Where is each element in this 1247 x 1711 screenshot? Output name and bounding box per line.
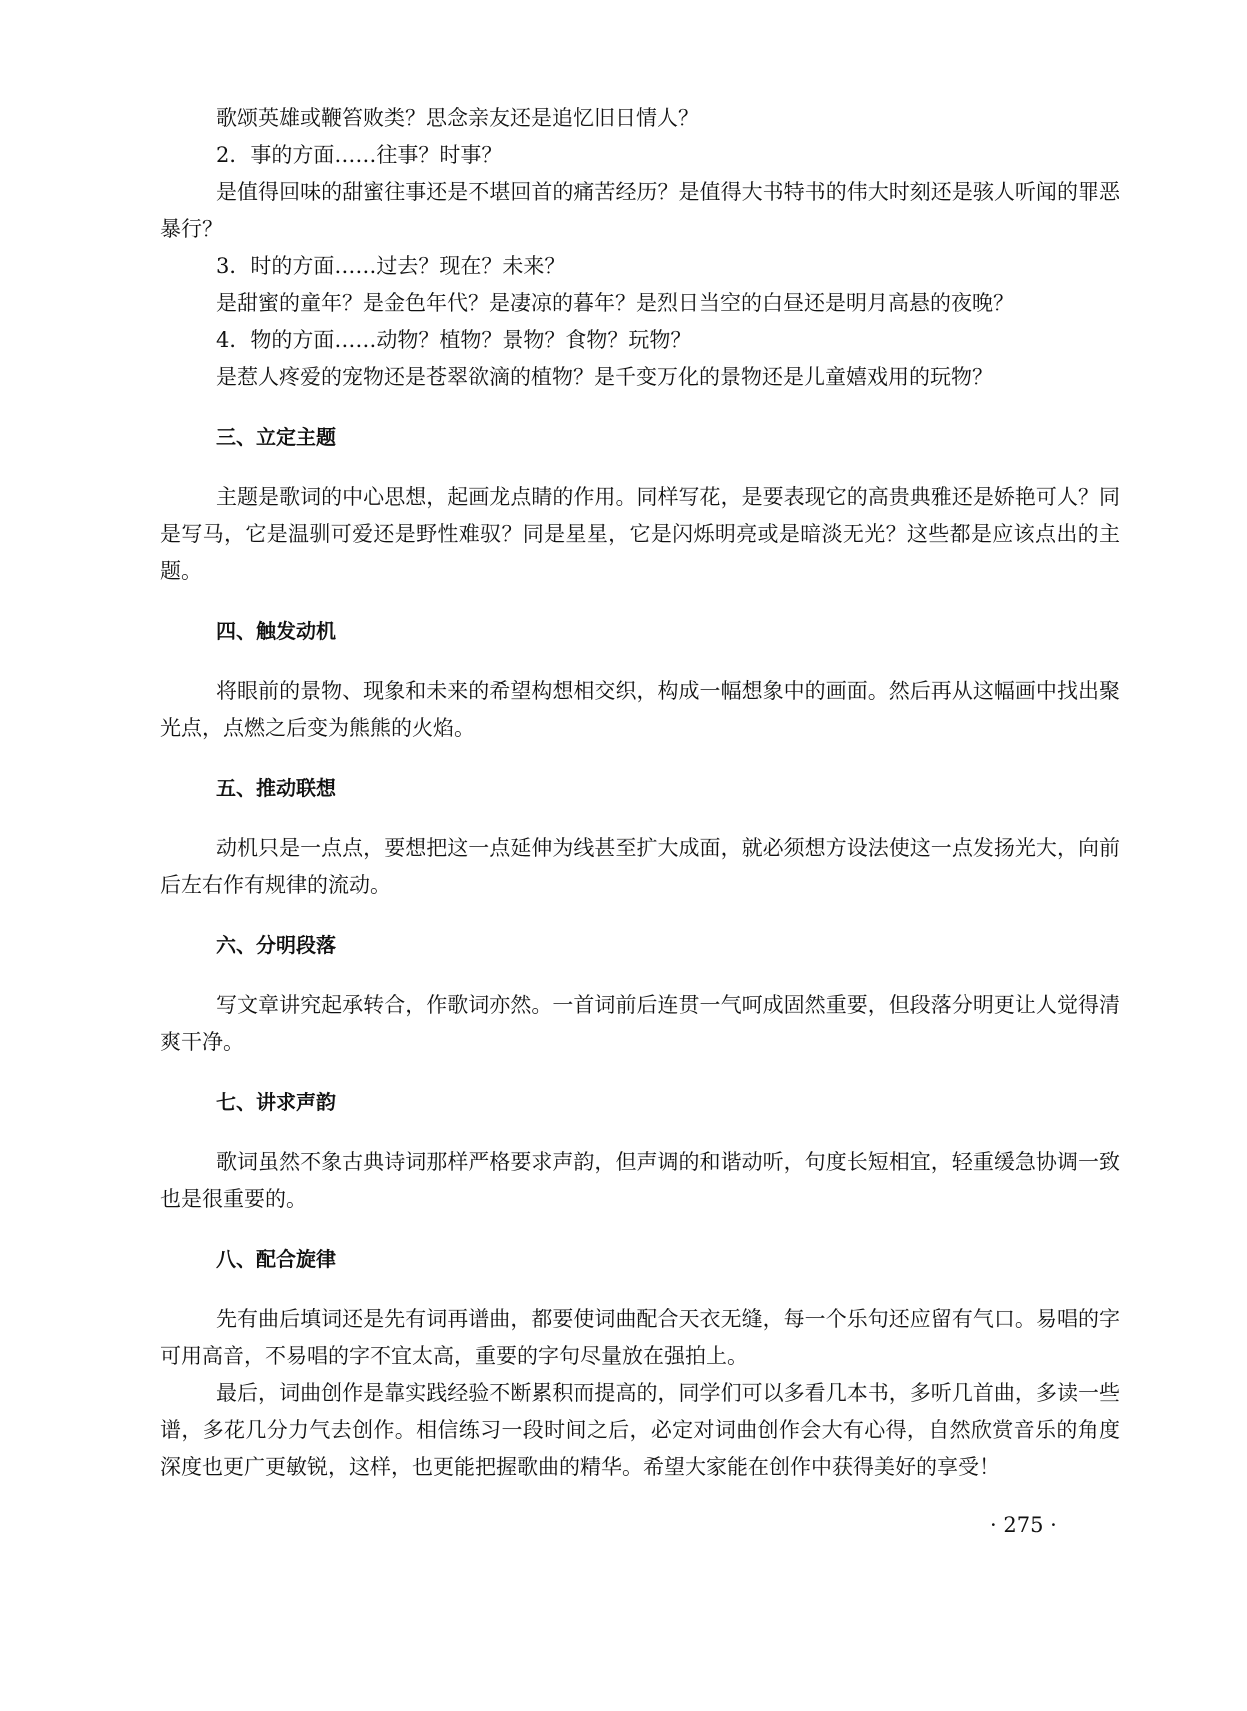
section-paragraph: 写文章讲究起承转合，作歌词亦然。一首词前后连贯一气呵成固然重要，但段落分明更让人觉得清爽干净。 [160, 993, 1120, 1054]
page-body [160, 100, 1120, 1486]
section-paragraph: 歌词虽然不象古典诗词那样严格要求声韵，但声调的和谐动听，句度长短相宜，轻重缓急协调一致也是很重要的。 [160, 1150, 1120, 1211]
section-heading-6: 六、分明段落 [216, 933, 336, 957]
section-heading-4: 四、触发动机 [216, 619, 336, 643]
section-paragraph: 主题是歌词的中心思想，起画龙点睛的作用。同样写花，是要表现它的高贵典雅还是娇艳可人？同是写马，它是温驯可爱还是野性难驭？同是星星，它是闪烁明亮或是暗淡无光？这些都是应该点出的主题。 [160, 485, 1120, 583]
paragraph: 是值得回味的甜蜜往事还是不堪回首的痛苦经历？是值得大书特书的伟大时刻还是骇人听闻的罪恶暴行？ [160, 180, 1120, 241]
section-heading-7: 七、讲求声韵 [216, 1090, 336, 1114]
section-paragraph: 先有曲后填词还是先有词再谱曲，都要使词曲配合天衣无缝，每一个乐句还应留有气口。易唱的字可用高音，不易唱的字不宜太高，重要的字句尽量放在强拍上。 [160, 1307, 1120, 1368]
section-heading-3: 三、立定主题 [216, 425, 336, 449]
text-line: 是甜蜜的童年？是金色年代？是凄凉的暮年？是烈日当空的白昼还是明月高悬的夜晚？ [216, 291, 1014, 315]
list-item-2: 2．事的方面……往事？时事？ [216, 143, 503, 167]
list-item-3: 3．时的方面……过去？现在？未来？ [216, 254, 566, 278]
section-heading-5: 五、推动联想 [216, 776, 336, 800]
closing-paragraph: 最后，词曲创作是靠实践经验不断累积而提高的，同学们可以多看几本书，多听几首曲，多读一些谱，多花几分力气去创作。相信练习一段时间之后，必定对词曲创作会大有心得，自然欣赏音乐的角度深度也更广更敏锐，这样，也更能把握歌曲的精华。希望大家能在创作中获得美好的享受！ [160, 1381, 1120, 1479]
list-item-4: 4．物的方面……动物？植物？景物？食物？玩物？ [216, 328, 692, 352]
section-heading-8: 八、配合旋律 [216, 1247, 336, 1271]
section-paragraph: 将眼前的景物、现象和未来的希望构想相交织，构成一幅想象中的画面。然后再从这幅画中找出聚光点，点燃之后变为熊熊的火焰。 [160, 679, 1120, 740]
text-line: 歌颂英雄或鞭笞败类？思念亲友还是追忆旧日情人？ [216, 106, 699, 130]
page-number: · 275 · [990, 1513, 1057, 1537]
text-line: 是惹人疼爱的宠物还是苍翠欲滴的植物？是千变万化的景物还是儿童嬉戏用的玩物？ [216, 365, 993, 389]
section-paragraph: 动机只是一点点，要想把这一点延伸为线甚至扩大成面，就必须想方设法使这一点发扬光大，向前后左右作有规律的流动。 [160, 836, 1120, 897]
